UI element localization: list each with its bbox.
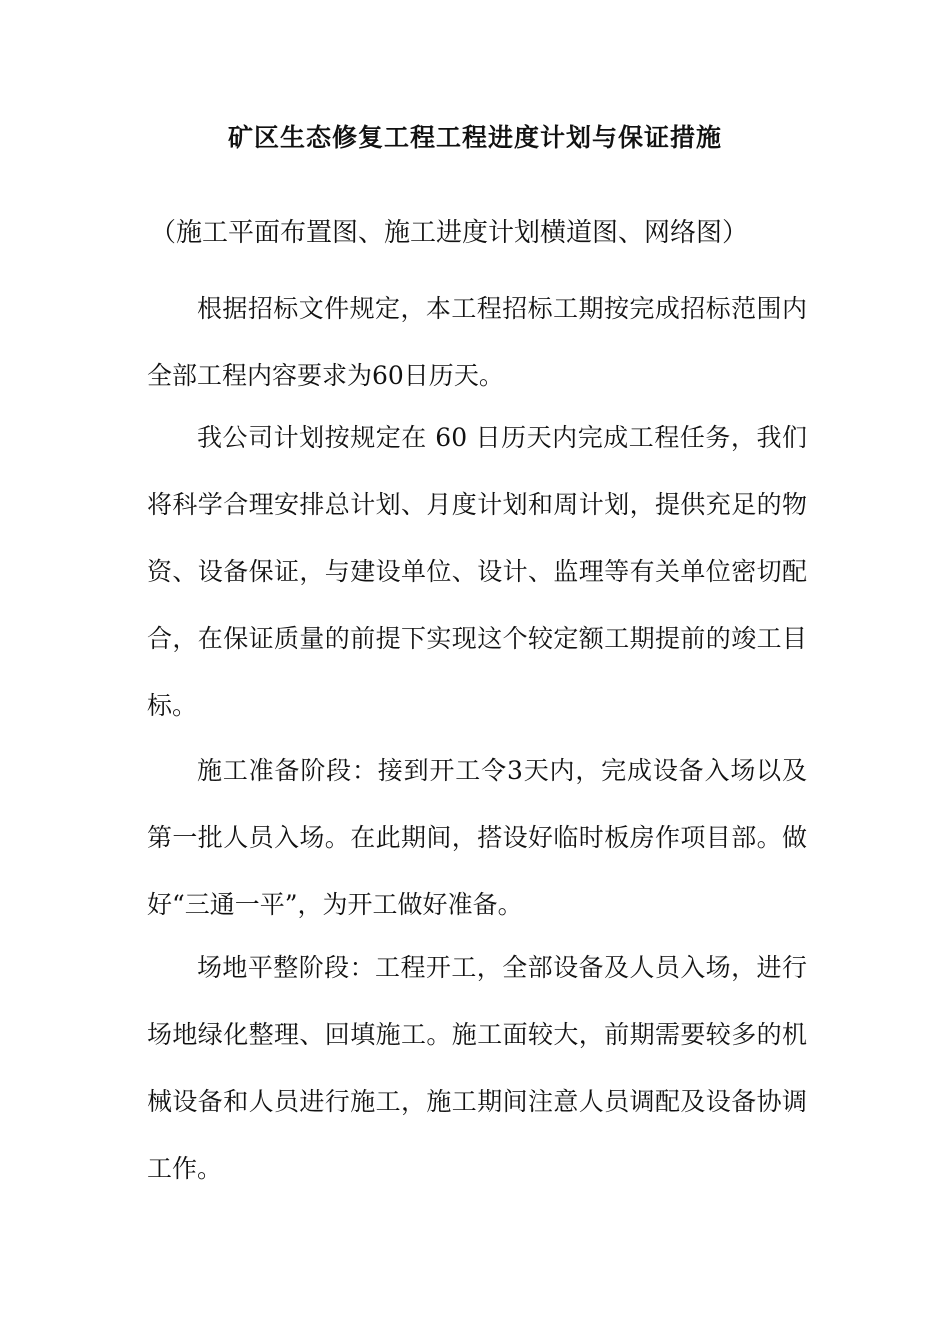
paragraph-site-leveling-stage: 场地平整阶段：工程开工，全部设备及人员入场，进行场地绿化整理、回填施工。施工面较大，前期需要较多的机械设备和人员进行施工，施工期间注意人员调配及设备协调工作。 xyxy=(147,953,807,1183)
paragraph-bidding-schedule: 根据招标文件规定，本工程招标工期按完成招标范围内全部工程内容要求为60日历天。 xyxy=(147,294,807,390)
paragraph-preparation-stage: 施工准备阶段：接到开工令3天内，完成设备入场以及第一批人员入场。在此期间，搭设好临时板房作项目部。做好“三通一平”，为开工做好准备。 xyxy=(147,756,807,919)
paragraph-company-plan: 我公司计划按规定在 60 日历天内完成工程任务，我们将科学合理安排总计划、月度计划和周计划，提供充足的物资、设备保证，与建设单位、设计、监理等有关单位密切配合，在保证质量的前提下实现这个较定额工期提前的竣工目标。 xyxy=(147,423,807,720)
document-subtitle: （施工平面布置图、施工进度计划横道图、网络图） xyxy=(150,218,749,248)
document-title: 矿区生态修复工程工程进度计划与保证措施 xyxy=(227,123,722,152)
